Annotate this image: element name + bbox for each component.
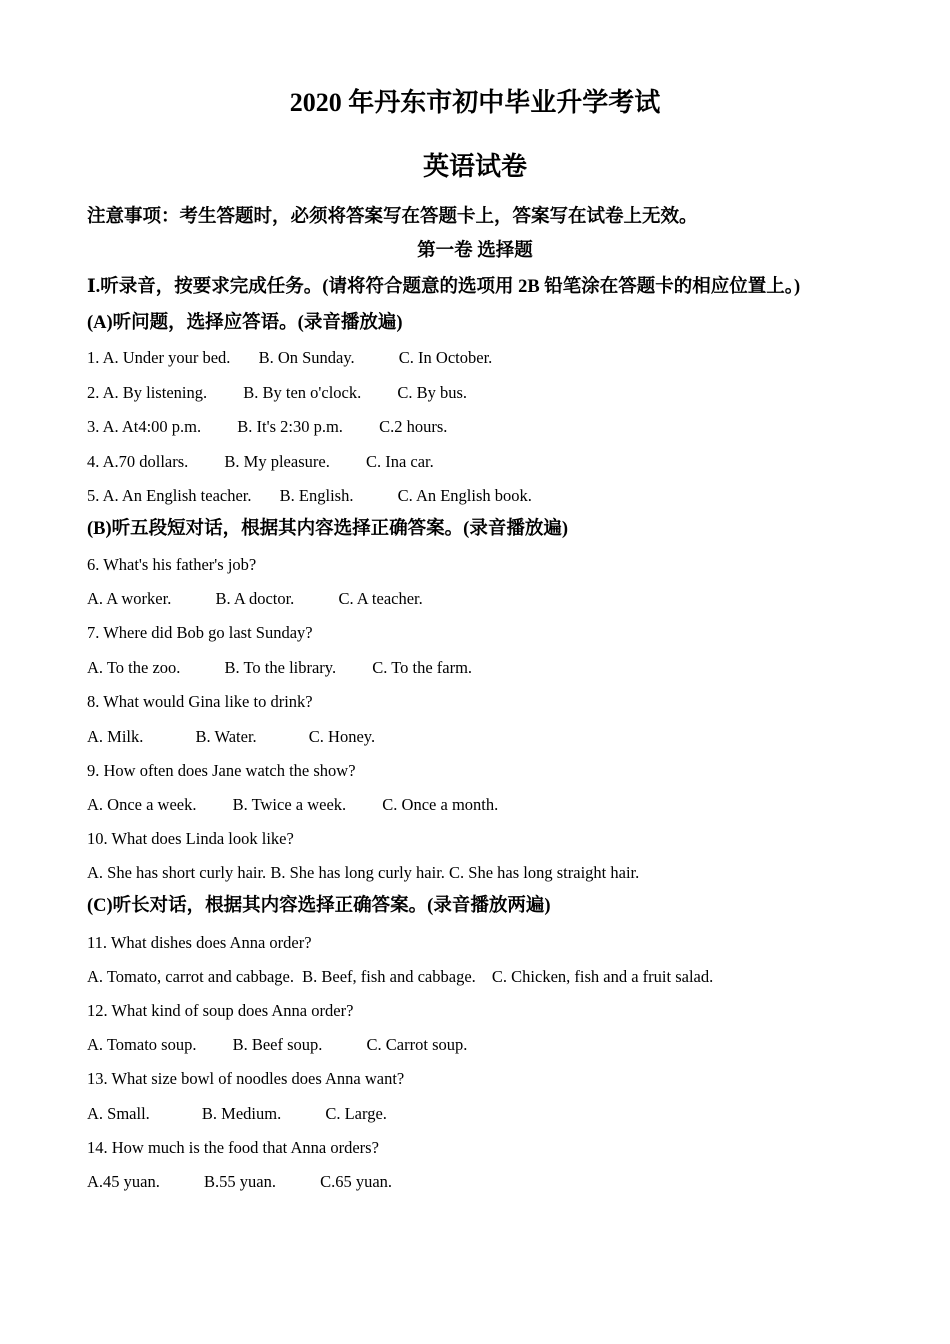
options-11 [87,965,713,989]
options-8 [87,725,375,749]
option-b: B. It's 2:30 p.m. [237,417,343,436]
options-12 [87,1033,467,1057]
question-number: 2. [87,383,100,402]
option-b: B. Twice a week. [232,795,347,814]
partA-heading: (A)听问题，选择应答语。(录音播放遍) [87,313,403,333]
option-c: C. Chicken, fish and a fruit salad. [491,967,714,986]
option-a: A. At4:00 p.m. [102,417,202,436]
partB-heading: (B)听五段短对话，根据其内容选择正确答案。(录音播放遍) [87,519,568,539]
option-c: C. By bus. [397,383,468,402]
question-4 [87,450,434,474]
options-14 [87,1170,392,1194]
question-10: 10. What does Linda look like? [87,829,294,848]
question-7: 7. Where did Bob go last Sunday? [87,623,313,642]
part1-heading: Ⅰ.听录音，按要求完成任务。(请将符合题意的选项用 2B 铅笔涂在答题卡的相应位置上。) [87,277,801,297]
option-b: B. On Sunday. [258,348,355,367]
option-a: A.45 yuan. [87,1172,160,1191]
option-c: C. To the farm. [372,658,473,677]
option-c: C. A teacher. [338,589,423,608]
question-5 [87,484,532,508]
options-6 [87,587,423,611]
option-c: C. Carrot soup. [366,1035,468,1054]
option-a: A. Under your bed. [102,348,231,367]
option-a: A. To the zoo. [87,658,181,677]
option-c: C. Honey. [308,727,376,746]
options-10 [87,861,639,885]
option-a: A. Small. [87,1104,150,1123]
option-a: A. Tomato soup. [87,1035,197,1054]
notice: 注意事项：考生答题时，必须将答案写在答题卡上，答案写在试卷上无效。 [87,207,698,227]
option-a: A. Once a week. [87,795,197,814]
options-9 [87,793,498,817]
question-14: 14. How much is the food that Anna orders? [87,1138,379,1157]
option-a: A. She has short curly hair. [87,863,267,882]
option-a: A. An English teacher. [102,486,252,505]
exam-subtitle: 英语试卷 [422,152,527,181]
option-b: B. To the library. [224,658,337,677]
option-c: C.2 hours. [379,417,448,436]
option-c: C. In October. [398,348,493,367]
question-number: 1. [87,348,100,367]
option-b: B. English. [279,486,354,505]
option-c: C. Ina car. [365,452,434,471]
question-12: 12. What kind of soup does Anna order? [87,1001,354,1020]
question-number: 4. [87,452,100,471]
question-11: 11. What dishes does Anna order? [87,933,312,952]
option-a: A. By listening. [102,383,208,402]
option-b: B. Water. [195,727,257,746]
option-c: C. Once a month. [382,795,499,814]
question-9: 9. How often does Jane watch the show? [87,761,356,780]
question-3 [87,415,447,439]
option-b: B. My pleasure. [224,452,330,471]
question-6: 6. What's his father's job? [87,555,257,574]
option-c: C.65 yuan. [320,1172,393,1191]
option-c: C. She has long straight hair. [449,863,640,882]
option-c: C. An English book. [397,486,532,505]
options-7 [87,656,472,680]
question-13: 13. What size bowl of noodles does Anna want? [87,1069,405,1088]
option-b: B. A doctor. [215,589,295,608]
question-number: 5. [87,486,100,505]
option-a: A. Tomato, carrot and cabbage. [87,967,294,986]
option-b: B. Medium. [201,1104,282,1123]
question-number: 3. [87,417,100,436]
option-a: A. A worker. [87,589,172,608]
question-1 [87,346,492,370]
option-b: B. Beef soup. [232,1035,323,1054]
option-a: A. Milk. [87,727,144,746]
option-b: B. She has long curly hair. [270,863,445,882]
question-8: 8. What would Gina like to drink? [87,692,313,711]
exam-title: 2020 年丹东市初中毕业升学考试 [289,88,661,117]
option-b: B. By ten o'clock. [243,383,362,402]
option-b: B.55 yuan. [204,1172,276,1191]
partC-heading: (C)听长对话，根据其内容选择正确答案。(录音播放两遍) [87,896,551,916]
section-title: 第一卷 选择题 [417,241,533,261]
question-2 [87,381,467,405]
option-a: A.70 dollars. [102,452,189,471]
options-13 [87,1102,387,1126]
option-b: B. Beef, fish and cabbage. [302,967,476,986]
option-c: C. Large. [325,1104,387,1123]
